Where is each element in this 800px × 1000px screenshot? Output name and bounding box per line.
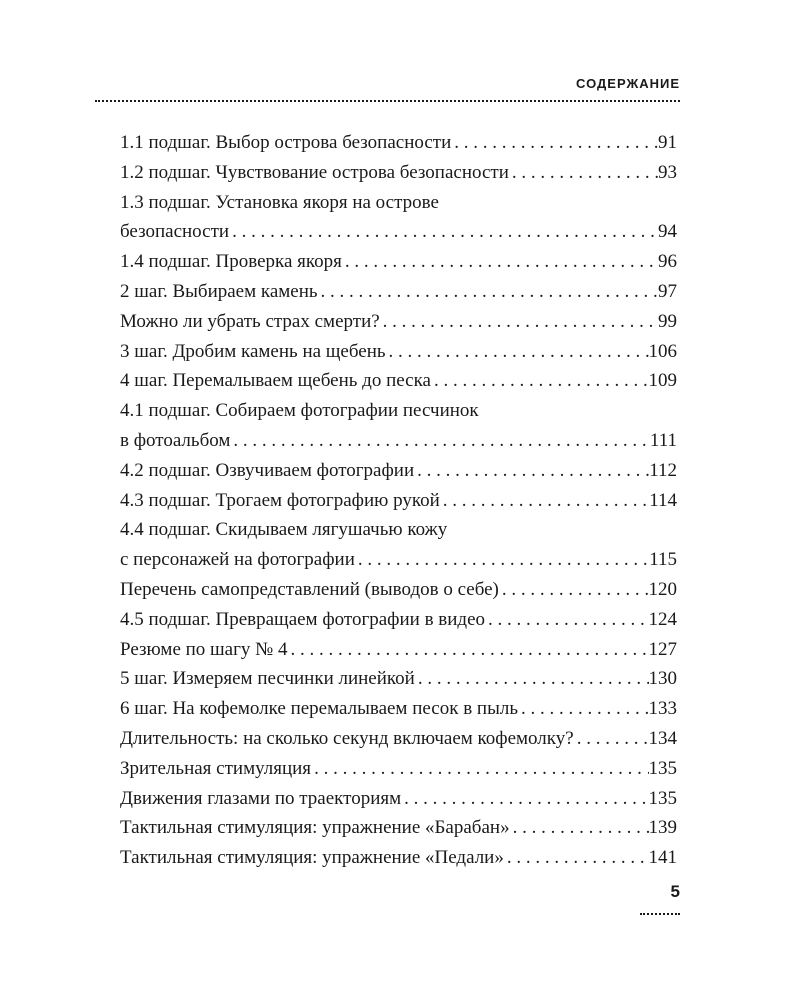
toc-entry bbox=[120, 456, 677, 486]
toc-entry-title: 4.1 подшаг. Собираем фотографии песчинок bbox=[120, 400, 479, 422]
toc-entry-title: в фотоальбом bbox=[120, 429, 231, 451]
dot-leader bbox=[401, 784, 648, 814]
toc-page-number: 120 bbox=[648, 578, 677, 600]
toc-entry bbox=[120, 128, 677, 158]
dot-leader bbox=[311, 754, 648, 784]
dot-leader bbox=[451, 128, 658, 158]
toc-page-number: 135 bbox=[648, 757, 677, 779]
toc-entry-title: 4 шаг. Перемалываем щебень до песка bbox=[120, 370, 431, 392]
toc-entry-title: безопасности bbox=[120, 221, 230, 243]
toc-entry-line bbox=[120, 486, 677, 516]
toc-entry-line bbox=[120, 456, 677, 486]
toc-entry-title: Зрительная стимуляция bbox=[120, 757, 312, 779]
dot-leader bbox=[355, 545, 649, 575]
dot-leader bbox=[499, 575, 649, 605]
toc-page-number: 115 bbox=[649, 549, 677, 571]
toc-entry-title: 1.3 подшаг. Установка якоря на острове bbox=[120, 191, 439, 213]
dot-leader bbox=[518, 694, 649, 724]
dot-leader bbox=[431, 366, 649, 396]
toc-entry-title: 4.3 подшаг. Трогаем фотографию рукой bbox=[120, 489, 440, 511]
dot-leader bbox=[574, 724, 649, 754]
dot-leader bbox=[510, 813, 649, 843]
toc-entry-title: с персонажей на фотографии bbox=[120, 549, 355, 571]
toc-entry-title: Длительность: на сколько секунд включаем кофемолку? bbox=[120, 727, 574, 749]
toc-entry-title: 6 шаг. На кофемолке перемалываем песок в пыль bbox=[120, 698, 518, 720]
dot-leader bbox=[386, 337, 649, 367]
toc-page-number: 135 bbox=[648, 787, 677, 809]
toc-entry bbox=[120, 754, 677, 784]
toc-page-number: 109 bbox=[648, 370, 677, 392]
dot-leader bbox=[485, 605, 648, 635]
toc-entry-line bbox=[120, 247, 677, 277]
toc-entry-title: 3 шаг. Дробим камень на щебень bbox=[120, 340, 386, 362]
toc-entry-title: Движения глазами по траекториям bbox=[120, 787, 402, 809]
toc-entry-title: 2 шаг. Выбираем камень bbox=[120, 280, 318, 302]
toc-entry bbox=[120, 158, 677, 188]
toc-entry-line bbox=[120, 545, 677, 575]
toc-page-number: 114 bbox=[649, 489, 677, 511]
toc-page-number: 141 bbox=[648, 847, 677, 869]
toc-entry-title: Перечень самопредставлений (выводов о себе) bbox=[120, 578, 499, 600]
toc-entry bbox=[120, 694, 677, 724]
toc-entry-line bbox=[120, 366, 677, 396]
toc-entry bbox=[120, 366, 677, 396]
toc-entry-line bbox=[120, 694, 677, 724]
toc-entry-line bbox=[120, 515, 677, 545]
toc-entry-line bbox=[120, 784, 677, 814]
dot-leader bbox=[414, 456, 649, 486]
toc-entry-line bbox=[120, 158, 677, 188]
toc-entry-line bbox=[120, 664, 677, 694]
toc-entry-title: Можно ли убрать страх смерти? bbox=[120, 310, 380, 332]
running-head: СОДЕРЖАНИЕ bbox=[576, 76, 680, 91]
toc-entry-title: Тактильная стимуляция: упражнение «Барабан» bbox=[120, 817, 510, 839]
toc-entry bbox=[120, 575, 677, 605]
dot-leader bbox=[440, 486, 649, 516]
toc-page-number: 112 bbox=[649, 459, 677, 481]
toc-entry-line bbox=[120, 128, 677, 158]
toc-entry-line bbox=[120, 337, 677, 367]
toc-entry-title: 1.1 подшаг. Выбор острова безопасности bbox=[120, 132, 452, 153]
toc-entry-title: 4.2 подшаг. Озвучиваем фотографии bbox=[120, 459, 415, 481]
toc-entry bbox=[120, 664, 677, 694]
toc-entry-line bbox=[120, 307, 677, 337]
dot-leader bbox=[342, 247, 658, 277]
page-number: 5 bbox=[670, 882, 680, 901]
toc-page-number: 130 bbox=[648, 668, 677, 690]
toc-page-number: 91 bbox=[658, 132, 677, 153]
dot-leader bbox=[288, 635, 649, 665]
toc-entry bbox=[120, 396, 677, 456]
toc-entry-line bbox=[120, 843, 677, 873]
toc-entry-title: Тактильная стимуляция: упражнение «Педали» bbox=[120, 847, 504, 869]
toc-entry-line bbox=[120, 396, 677, 426]
header-dotted-rule bbox=[95, 100, 680, 102]
toc-page-number: 106 bbox=[648, 340, 677, 362]
toc-entry bbox=[120, 605, 677, 635]
toc-entry bbox=[120, 784, 677, 814]
toc-entry-line bbox=[120, 605, 677, 635]
toc-entry bbox=[120, 337, 677, 367]
table-of-contents bbox=[120, 128, 677, 873]
toc-entry-line bbox=[120, 724, 677, 754]
toc-entry-line bbox=[120, 277, 677, 307]
toc-entry-title: Резюме по шагу № 4 bbox=[120, 638, 288, 660]
dot-leader bbox=[229, 217, 658, 247]
toc-page-number: 93 bbox=[658, 161, 677, 183]
toc-entry-title: 4.5 подшаг. Превращаем фотографии в видео bbox=[120, 608, 486, 630]
dot-leader bbox=[230, 426, 649, 456]
toc-page-number: 96 bbox=[658, 251, 677, 273]
toc-entry-line bbox=[120, 217, 677, 247]
toc-page-number: 127 bbox=[648, 638, 677, 660]
toc-entry-line bbox=[120, 754, 677, 784]
toc-entry bbox=[120, 486, 677, 516]
toc-entry bbox=[120, 307, 677, 337]
toc-entry bbox=[120, 247, 677, 277]
toc-entry bbox=[120, 843, 677, 873]
toc-entry-title: 1.4 подшаг. Проверка якоря bbox=[120, 251, 342, 273]
dot-leader bbox=[504, 843, 649, 873]
toc-page-number: 111 bbox=[649, 429, 677, 451]
dot-leader bbox=[380, 307, 658, 337]
toc-page-number: 134 bbox=[648, 727, 677, 749]
toc-page-number: 97 bbox=[658, 280, 677, 302]
dot-leader bbox=[509, 158, 658, 188]
footer-dotted-rule bbox=[640, 913, 680, 915]
dot-leader bbox=[415, 664, 649, 694]
toc-entry bbox=[120, 635, 677, 665]
toc-page-number: 133 bbox=[648, 698, 677, 720]
toc-entry bbox=[120, 277, 677, 307]
toc-entry-line bbox=[120, 426, 677, 456]
dot-leader bbox=[318, 277, 658, 307]
toc-entry bbox=[120, 188, 677, 248]
toc-entry bbox=[120, 813, 677, 843]
toc-entry bbox=[120, 724, 677, 754]
toc-entry-title: 4.4 подшаг. Скидываем лягушачью кожу bbox=[120, 519, 448, 541]
toc-entry-line bbox=[120, 188, 677, 218]
toc-page-number: 124 bbox=[648, 608, 677, 630]
toc-entry bbox=[120, 515, 677, 575]
toc-page-number: 99 bbox=[658, 310, 677, 332]
toc-entry-title: 5 шаг. Измеряем песчинки линейкой bbox=[120, 668, 415, 690]
toc-page-number: 94 bbox=[658, 221, 677, 243]
toc-entry-line bbox=[120, 575, 677, 605]
toc-page-number: 139 bbox=[648, 817, 677, 839]
toc-entry-title: 1.2 подшаг. Чувствование острова безопасности bbox=[120, 161, 509, 183]
toc-entry-line bbox=[120, 813, 677, 843]
toc-entry-line bbox=[120, 635, 677, 665]
